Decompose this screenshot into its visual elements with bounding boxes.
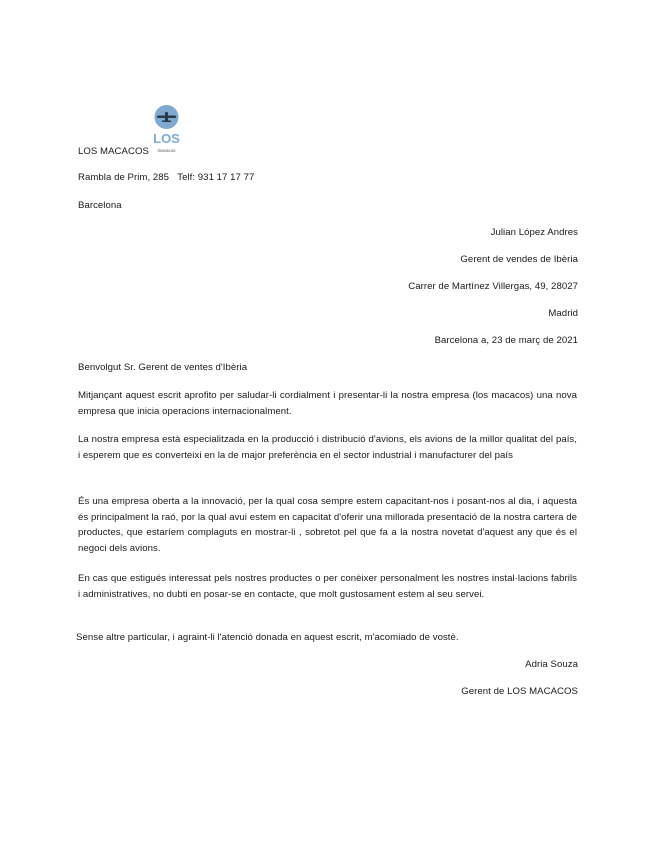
sender-city: Barcelona	[78, 200, 122, 211]
recipient-name: Julian López Andres	[490, 227, 578, 238]
body-paragraph: En cas que estigués interessat pels nostres productes o per conèixer personalment les nostres instal·lacions fabrils i administratives, no dubti en posar-se en contacte, que molt gustosament estem al seu servei.	[78, 573, 577, 600]
recipient-title: Gerent de vendes de Ibèria	[460, 254, 578, 265]
signature-title: Gerent de LOS MACACOS	[461, 686, 578, 697]
recipient-city: Madrid	[548, 308, 578, 319]
body-paragraph: És una empresa oberta a la innovació, per la qual cosa sempre estem capacitant-nos i posant-nos al dia, i aquesta és principalment la raó, por la qual avui estem en capacitat d'oferir una millorada presentació de la nostra cartera de productes, que estaríem complaguts en mostrar-li , sobretot pel que fa a la nostra novetat d'aquest any que és el negoci dels avions.	[78, 496, 577, 554]
recipient-address: Carrer de Martínez Villergas, 49, 28027	[408, 281, 578, 292]
sender-address: Rambla de Prim, 285	[78, 172, 170, 183]
sender-company: LOS MACACOS	[78, 146, 149, 157]
logo-text: LOS	[153, 131, 180, 146]
sender-address-line	[78, 172, 254, 184]
body-paragraph: Mitjançant aquest escrit aprofito per saludar-li cordialment i presentar-li la nostra empresa (los macacos) una nova empresa que inicia operacions internacionalment.	[78, 390, 577, 417]
body-paragraph: La nostra empresa està especialitzada en la producció i distribució d'avions, els avions de la millor qualitat del país, i esperem que es converteixi en la de major preferència en el sector industrial i manufacturer del país	[78, 434, 577, 461]
sender-phone: Telf: 931 17 17 77	[177, 172, 255, 183]
company-logo	[150, 103, 183, 155]
signature-name: Adria Souza	[525, 659, 578, 670]
letter-date: Barcelona a, 23 de març de 2021	[434, 335, 578, 346]
salutation: Benvolgut Sr. Gerent de ventes d'Ibèria	[78, 362, 248, 373]
logo-subtext: macacos	[157, 148, 176, 153]
closing-line: Sense altre particular, i agraint-li l'atenció donada en aquest escrit, m'acomiado de vostè.	[76, 632, 459, 643]
